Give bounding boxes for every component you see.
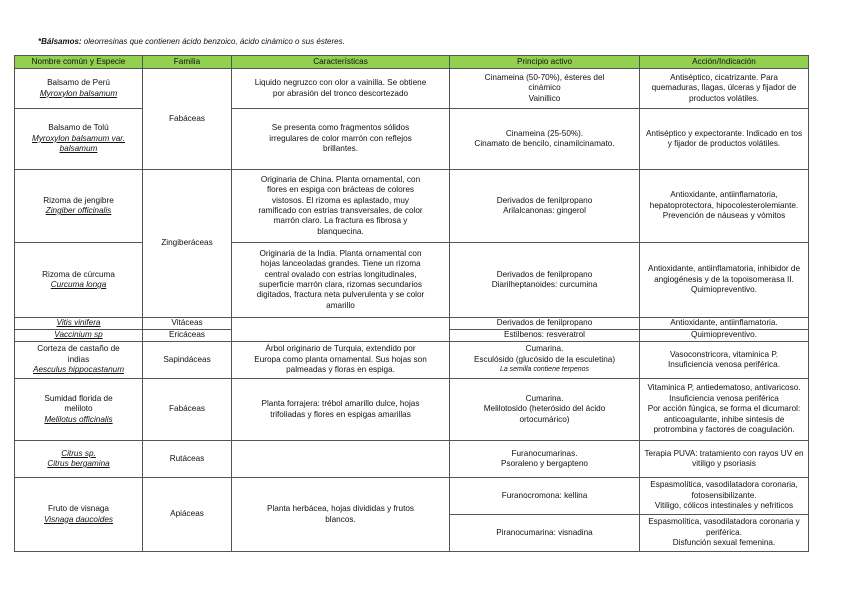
- text-line: protrombina y factores de coagulación.: [653, 425, 795, 435]
- cell-family: Ericáceas: [143, 330, 232, 342]
- cell-name: [15, 243, 143, 318]
- text-line: Planta forrajera: trébol amarillo dulce, hojas: [261, 399, 420, 409]
- text-line: amarillo: [326, 300, 355, 310]
- text-line: Derivados de fenilpropano: [496, 195, 593, 205]
- species-name: Zingiber officinalis: [45, 206, 112, 215]
- text-line: Antiséptico y expectorante. Indicado en tos: [645, 128, 803, 138]
- cell-family: Zingiberáceas: [143, 170, 232, 318]
- text-line: Esculósido (glucósido de la esculetina): [473, 354, 616, 364]
- cell-characteristics: [232, 478, 450, 552]
- text-line: Cinameina (25-50%).: [505, 128, 584, 138]
- text-line: Liquido negruzco con olor a vainilla. Se obtiene: [254, 78, 427, 88]
- text-line: blancos.: [325, 514, 356, 524]
- text-line: periférica.: [706, 527, 742, 537]
- seed-note: La semilla contiene terpenos: [499, 366, 590, 374]
- text-line: ramificado con estrias transversales, de color: [258, 206, 423, 215]
- table-row: [15, 109, 809, 170]
- common-name: Rizoma de cúrcuma: [42, 269, 115, 279]
- cell-active: [450, 69, 640, 109]
- common-name: Balsamo de Tolú: [48, 123, 109, 133]
- text-line: Espasmolítica, vasodilatadora coronaria y: [648, 517, 800, 527]
- cell-action: [640, 69, 809, 109]
- cell-action: [640, 109, 809, 170]
- header-action: Acción/Indicación: [640, 56, 809, 69]
- text-line: Prevención de náuseas y vómitos: [662, 211, 786, 221]
- species-name: Myroxylon balsamum var.: [32, 133, 125, 143]
- text-line: Melilotosido (heterósido del ácido: [483, 404, 606, 414]
- common-name: meliloto: [64, 404, 93, 414]
- text-line: trifoliadas y flores en espigas amarillas: [270, 409, 411, 419]
- cell-name: [15, 318, 143, 330]
- cell-characteristics: [232, 318, 450, 342]
- species-name: Vitis vinifera: [56, 318, 101, 328]
- cell-active: Estilbenos: resveratrol: [450, 330, 640, 342]
- cell-action: [640, 170, 809, 243]
- common-name: Balsamo de Perú: [47, 78, 110, 88]
- text-line: Insuficiencia venosa periférica: [669, 393, 779, 403]
- text-line: vistosos. El rizoma es aplastado, muy: [272, 195, 409, 205]
- cell-active: Piranocumarina: visnadina: [450, 515, 640, 552]
- cell-action: [640, 441, 809, 478]
- cell-characteristics: [232, 69, 450, 109]
- text-line: Insuficiencia venosa periférica.: [668, 360, 780, 369]
- cell-active: [450, 379, 640, 441]
- species-name: Visnaga daucoides: [43, 514, 114, 524]
- text-line: irregulares de color marrón con reflejos: [269, 133, 412, 143]
- text-line: Antiséptico, cicatrizante. Para: [670, 72, 778, 82]
- text-line: Arilalcanonas: gingerol: [503, 206, 586, 215]
- cell-characteristics: [232, 342, 450, 379]
- cell-family: Apiáceas: [143, 478, 232, 552]
- species-name: Melilotus officinalis: [44, 414, 113, 424]
- text-line: Cumarina.: [525, 393, 564, 403]
- header-active: Principio activo: [450, 56, 640, 69]
- text-line: Diarilheptanoides: curcumina: [491, 280, 598, 289]
- cell-characteristics: [232, 243, 450, 318]
- text-line: Árbol originario de Turquia, extendido por: [265, 344, 416, 354]
- table-row: [15, 318, 809, 330]
- cell-action: [640, 515, 809, 552]
- common-name: Sumidad florida de: [44, 393, 113, 403]
- cell-active: Derivados de fenilpropano: [450, 318, 640, 330]
- text-line: Furanocumarinas.: [511, 448, 578, 458]
- cell-action: [640, 243, 809, 318]
- table-row: [15, 342, 809, 379]
- cell-characteristics: [232, 109, 450, 170]
- text-line: productos volátiles.: [688, 93, 760, 103]
- cell-name: [15, 69, 143, 109]
- text-line: Europa como planta ornamental. Sus hojas son: [254, 354, 427, 364]
- text-line: Cinameina (50-70%), ésteres del: [484, 72, 605, 82]
- note-prefix: *Bálsamos:: [38, 37, 82, 46]
- text-line: Vasoconstricora, vitaminica P.: [670, 349, 778, 359]
- cell-family: Fabáceas: [143, 69, 232, 170]
- cell-characteristics: [232, 379, 450, 441]
- text-line: palmeadas y floras en espiga.: [286, 365, 395, 375]
- text-line: Disfunción sexual femenina.: [672, 538, 776, 548]
- table-row: [15, 379, 809, 441]
- cell-action: Quimiopreventivo.: [640, 330, 809, 342]
- common-name: indias: [67, 354, 90, 364]
- cell-name: [15, 478, 143, 552]
- text-line: Antioxidante, antiinflamatoria, inhibidor de: [647, 264, 801, 274]
- cell-active: [450, 441, 640, 478]
- text-line: anticoagulante, inhibe sintesis de: [663, 414, 785, 424]
- common-name: Corteza de castaño de: [37, 344, 120, 354]
- text-line: flores en espiga con brácteas de colores: [266, 185, 414, 195]
- cell-family: Vitáceas: [143, 318, 232, 330]
- header-family: Familia: [143, 56, 232, 69]
- text-line: quemaduras, llagas, úlceras y fijador de: [651, 83, 797, 93]
- header-row: [15, 56, 809, 69]
- text-line: marrón claro. La fractura es fibrosa y: [273, 216, 408, 226]
- text-line: por abrasión del tronco descortezado: [272, 88, 409, 98]
- text-line: Cinamato de bencilo, cinamilcinamato.: [474, 139, 615, 148]
- text-line: superficie marrón clara, rizomas secundarios: [259, 280, 422, 289]
- text-line: Espasmolítica, vasodilatadora coronaria,: [650, 480, 798, 490]
- text-line: ortocumárico): [519, 414, 570, 424]
- cell-active: Furanocromona: kellina: [450, 478, 640, 515]
- cell-action: [640, 342, 809, 379]
- table-row: [15, 69, 809, 109]
- species-name: Citrus bergamina: [47, 459, 110, 468]
- header-name: Nombre común y Especie: [15, 56, 143, 69]
- cell-action: [640, 478, 809, 515]
- cell-name: [15, 330, 143, 342]
- table-row: [15, 478, 809, 515]
- text-line: Originaria de la India. Planta ornamental con: [259, 248, 422, 258]
- species-name: balsamum: [59, 144, 98, 154]
- cell-name: [15, 441, 143, 478]
- table-row: [15, 170, 809, 243]
- cell-active: [450, 170, 640, 243]
- text-line: angiogénesis y de la topoisomerasa II.: [654, 274, 794, 284]
- balsamos-note: [38, 37, 345, 46]
- text-line: fotosensibilizante.: [691, 490, 757, 500]
- text-line: Quimiopreventivo.: [691, 285, 757, 295]
- text-line: brillantes.: [322, 144, 359, 154]
- cell-active: [450, 342, 640, 379]
- text-line: y fijador de productos volátiles.: [667, 139, 781, 148]
- text-line: Se presenta como fragmentos sólidos: [271, 123, 410, 133]
- cell-characteristics: [232, 441, 450, 478]
- text-line: Terapia PUVA: tratamiento con rayos UV en: [644, 448, 804, 458]
- text-line: hojas lanceoladas grandes. Tiene un rizoma: [260, 259, 421, 269]
- text-line: Vitiligo, cólicos intestinales y nefriticos: [654, 501, 794, 511]
- cell-name: [15, 170, 143, 243]
- cell-family: Rutáceas: [143, 441, 232, 478]
- phytochemistry-table: [14, 55, 809, 552]
- text-line: Originaria de China. Planta ornamental, con: [260, 174, 421, 184]
- text-line: Vitaminica P, antiedematoso, antivaricoso.: [647, 383, 801, 393]
- cell-active: [450, 109, 640, 170]
- text-line: central ovalado con estrias longitudinales,: [264, 269, 417, 279]
- cell-characteristics: [232, 170, 450, 243]
- species-name: Vaccinium sp: [54, 330, 103, 340]
- species-name: Citrus sp.: [61, 448, 96, 458]
- species-name: Curcuma longa: [50, 280, 107, 289]
- text-line: blanquecina.: [317, 226, 364, 236]
- cell-name: [15, 342, 143, 379]
- header-characteristics: Características: [232, 56, 450, 69]
- text-line: vitiligo y psoriasis: [692, 459, 756, 468]
- common-name: Rizoma de jengibre: [43, 195, 114, 205]
- text-line: Cumarina.: [525, 344, 564, 354]
- table-row: [15, 243, 809, 318]
- text-line: digitados, fractura neta pulverulenta y se color: [256, 290, 425, 300]
- text-line: cinámico: [528, 83, 561, 93]
- note-text: oleorresinas que contienen ácido benzoico, ácido cinámico o sus ésteres.: [81, 37, 345, 46]
- species-name: Aesculus hippocastanum: [32, 365, 125, 375]
- text-line: Vainillico: [528, 93, 561, 103]
- cell-family: Fabáceas: [143, 379, 232, 441]
- common-name: Fruto de visnaga: [48, 504, 109, 514]
- cell-action: Antioxidante, antiinflamatoria.: [640, 318, 809, 330]
- text-line: Psoraleno y bergapteno: [501, 459, 588, 468]
- cell-active: [450, 243, 640, 318]
- cell-action: [640, 379, 809, 441]
- cell-family: Sapindáceas: [143, 342, 232, 379]
- text-line: Derivados de fenilpropano: [496, 269, 593, 279]
- text-line: Por acción fúngica, se forma el dicumarol:: [647, 404, 801, 414]
- species-name: Myroxylon balsamum: [39, 88, 118, 98]
- text-line: Planta herbácea, hojas divididas y frutos: [266, 504, 414, 514]
- cell-name: [15, 109, 143, 170]
- cell-name: [15, 379, 143, 441]
- text-line: Antioxidante, antiinflamatoria,: [670, 190, 778, 200]
- text-line: hepatoprotectora, hipocolesterolemiante.: [649, 200, 799, 210]
- table-row: [15, 441, 809, 478]
